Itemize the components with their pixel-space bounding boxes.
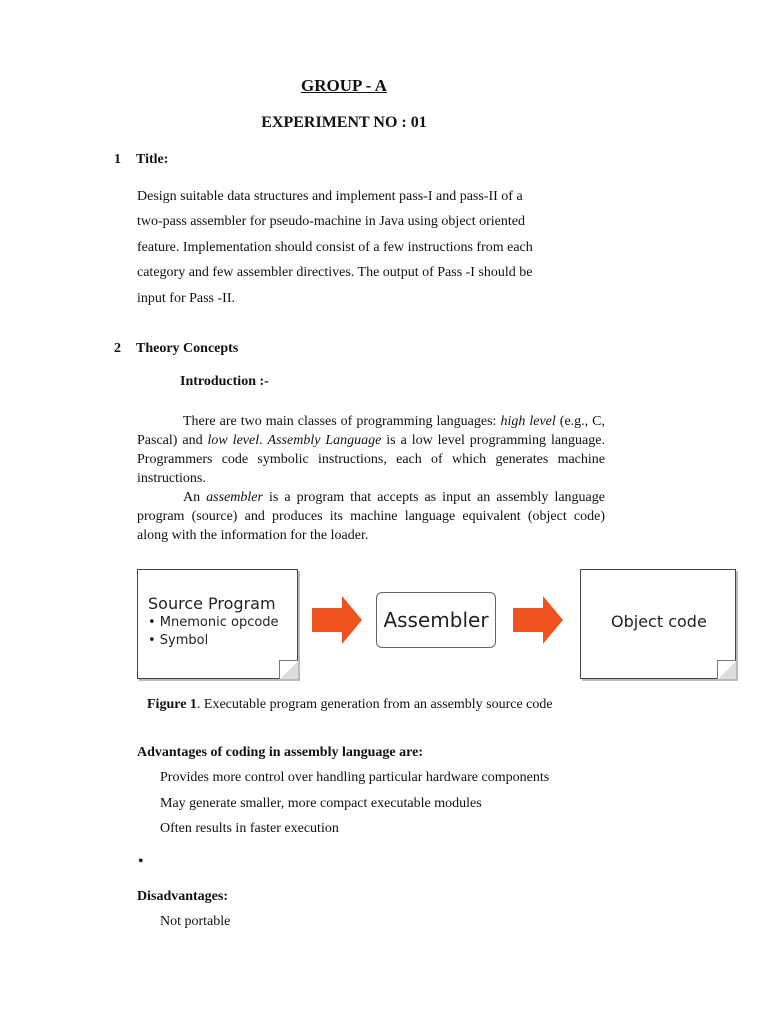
title-paragraph (137, 184, 588, 311)
arrow-right-icon (312, 596, 362, 644)
section-2-title: Theory Concepts (136, 341, 239, 356)
source-item: • Symbol (148, 633, 209, 648)
section-2-number: 2 (114, 341, 121, 356)
emphasis: Assembly Language (267, 433, 382, 448)
section-2-heading (114, 341, 238, 357)
object-code-label: Object code (611, 612, 707, 631)
title-line: feature. Implementation should consist of a few instructions from each (137, 239, 533, 255)
theory-paragraph-1 (137, 412, 605, 488)
text: is a program that accepts as input an assembly language program (source) and produces its machine language equivalent (object code) along with the information for the loader. (137, 490, 605, 543)
list-item: May generate smaller, more compact executable modules (160, 796, 482, 811)
emphasis: assembler (206, 490, 263, 505)
advantages-heading: Advantages of coding in assembly language are: (137, 745, 423, 760)
list-item: Often results in faster execution (160, 821, 339, 836)
text: . (259, 433, 268, 448)
figure-label: Figure 1 (147, 697, 197, 712)
assembler-label: Assembler (383, 608, 489, 632)
title-line: two-pass assembler for pseudo-machine in Java using object oriented (137, 214, 526, 230)
emphasis: low level (207, 433, 260, 448)
figure-caption (147, 697, 553, 713)
title-line: Design suitable data structures and implement pass-I and pass-II of a (137, 189, 523, 204)
page-fold-icon (279, 660, 298, 679)
source-program-title: Source Program (148, 594, 276, 613)
text: An (183, 490, 207, 505)
list-item: Provides more control over handling particular hardware components (160, 770, 550, 785)
experiment-title: EXPERIMENT NO : 01 (261, 114, 427, 131)
text: (e.g., C, Pascal) and (137, 414, 606, 448)
theory-text (137, 412, 605, 545)
figure-caption-text: . Executable program generation from an assembly source code (196, 697, 553, 712)
introduction-heading: Introduction :- (180, 374, 269, 389)
title-line: category and few assembler directives. The output of Pass -I should be (137, 265, 533, 281)
bullet-icon: • (138, 853, 144, 870)
source-program-box (137, 569, 298, 679)
emphasis: high level (500, 414, 556, 429)
object-code-box (580, 569, 736, 679)
group-title: GROUP - A (301, 76, 387, 95)
assembler-diagram (135, 566, 740, 681)
text: There are two main classes of programming languages: (183, 414, 501, 429)
section-1-heading (114, 152, 168, 168)
page-fold-icon (717, 660, 736, 679)
disadvantages-heading: Disadvantages: (137, 889, 229, 904)
theory-paragraph-2 (137, 488, 605, 545)
section-1-title: Title: (136, 152, 169, 167)
section-1-number: 1 (114, 152, 121, 167)
arrow-right-icon (513, 596, 563, 644)
list-item: Not portable (160, 914, 231, 929)
source-item: • Mnemonic opcode (148, 615, 279, 630)
text: is a low level programming language. Programmers code symbolic instructions, each of which generates machine instructions. (137, 433, 605, 486)
assembler-box (376, 592, 496, 648)
title-line: input for Pass -II. (137, 290, 235, 306)
